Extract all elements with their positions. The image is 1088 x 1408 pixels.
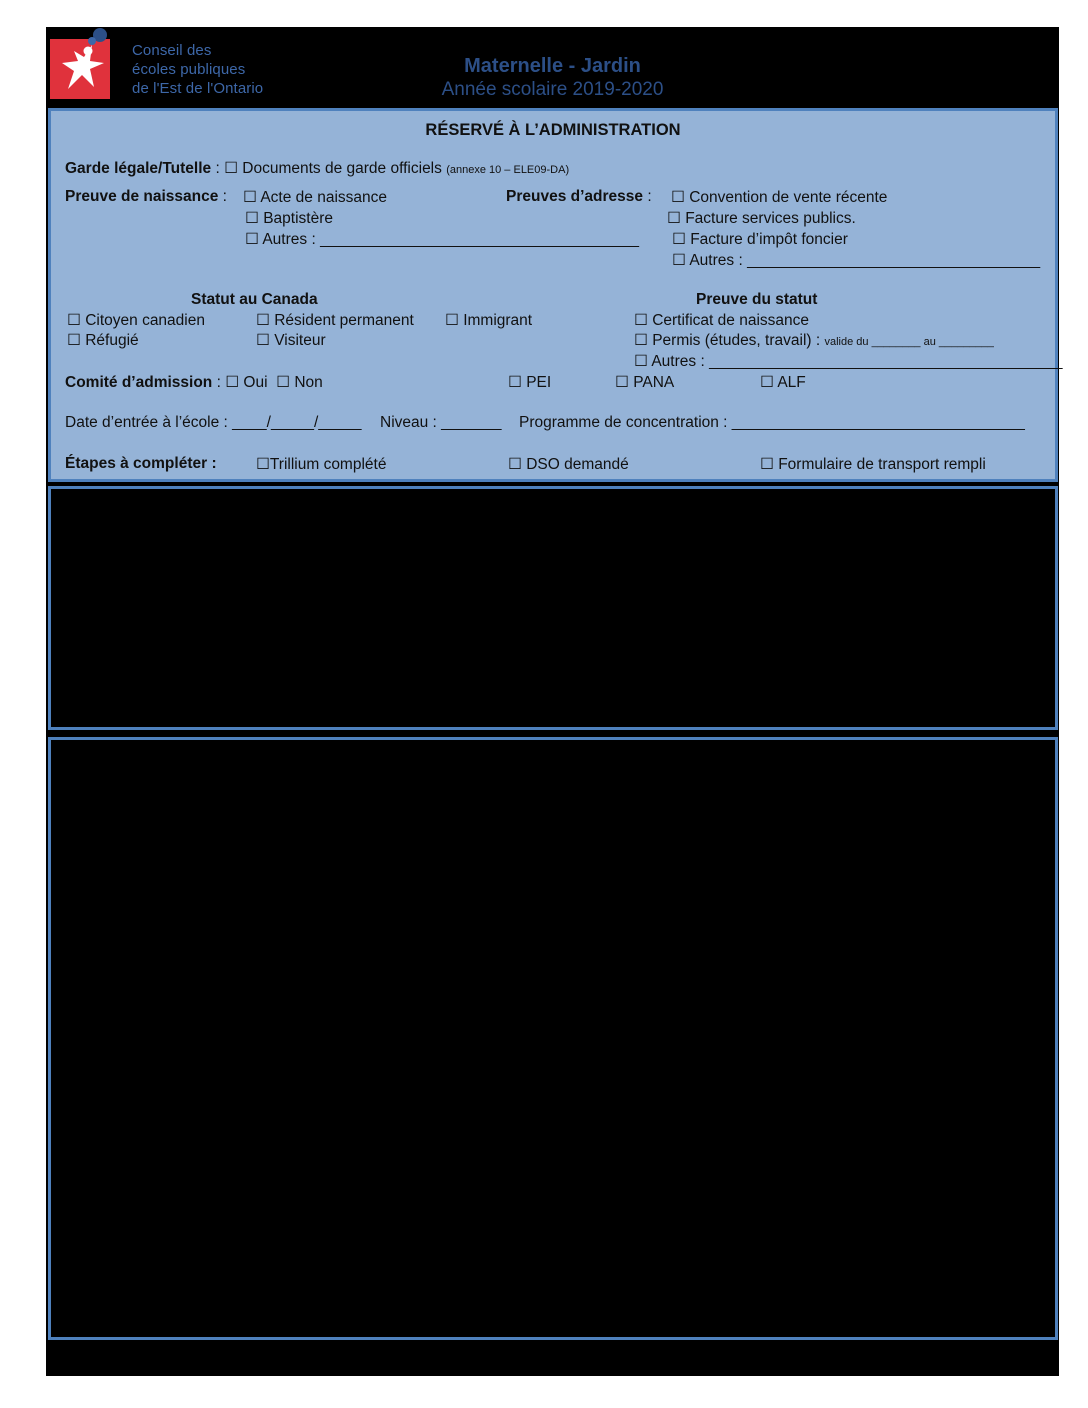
school-year: Année scolaire 2019-2020 [441, 79, 664, 100]
adresse-label-row [506, 188, 652, 206]
naissance-label: Preuve de naissance [65, 188, 219, 205]
adresse-separator: : [643, 188, 652, 205]
etapes-label: Étapes à compléter : [65, 455, 217, 472]
date-entree-field[interactable]: Date d’entrée à l’école : ____/_____/_____ [65, 414, 362, 431]
checkbox-non[interactable]: ☐ Non [276, 374, 323, 391]
checkbox-pei[interactable]: ☐ PEI [508, 374, 552, 391]
checkbox-oui[interactable]: ☐ Oui [225, 374, 268, 391]
redacted-section-1 [48, 486, 1058, 730]
checkbox-naissance-autres[interactable]: ☐ Autres : _____________________________________ [245, 231, 640, 248]
checkbox-trillium[interactable]: ☐Trillium complété [256, 456, 387, 473]
garde-label: Garde légale/Tutelle [65, 160, 212, 177]
permis-label: ☐ Permis (études, travail) : [634, 332, 821, 349]
naissance-label-row [65, 188, 227, 206]
preuve-statut-header: Preuve du statut [696, 291, 818, 308]
checkbox-visiteur[interactable]: ☐ Visiteur [256, 332, 326, 349]
checkbox-alf[interactable]: ☐ ALF [760, 374, 806, 391]
permis-validity: valide du ________ au _________ [824, 336, 994, 348]
checkbox-immigrant[interactable]: ☐ Immigrant [445, 312, 533, 329]
comite-label: Comité d’admission [65, 374, 213, 391]
checkbox-transport[interactable]: ☐ Formulaire de transport rempli [760, 456, 986, 473]
garde-separator: : [211, 160, 225, 177]
checkbox-dso[interactable]: ☐ DSO demandé [508, 456, 629, 473]
comite-separator: : [212, 374, 226, 391]
naissance-separator: : [218, 188, 227, 205]
org-line-2: écoles publiques [132, 61, 246, 78]
comite-row [65, 373, 323, 392]
garde-checkbox[interactable]: ☐ Documents de garde officiels [224, 160, 442, 177]
garde-note: (annexe 10 – ELE09-DA) [446, 164, 570, 176]
redacted-section-2 [48, 737, 1058, 1340]
checkbox-adresse-autres[interactable]: ☐ Autres : __________________________________ [672, 252, 1041, 269]
adresse-label: Preuves d’adresse [506, 188, 644, 205]
niveau-field[interactable]: Niveau : _______ [380, 414, 502, 431]
checkbox-certificat[interactable]: ☐ Certificat de naissance [634, 312, 810, 329]
checkbox-refugie[interactable]: ☐ Réfugié [67, 332, 139, 349]
garde-row [65, 159, 569, 178]
checkbox-pana[interactable]: ☐ PANA [615, 374, 675, 391]
form-title: Maternelle - Jardin [464, 55, 641, 77]
admin-panel [48, 108, 1063, 482]
checkbox-acte-naissance[interactable]: ☐ Acte de naissance [243, 189, 388, 206]
org-line-3: de l'Est de l'Ontario [132, 80, 264, 97]
checkbox-facture-impot[interactable]: ☐ Facture d’impôt foncier [672, 231, 848, 248]
org-line-1: Conseil des [132, 42, 212, 59]
checkbox-facture-services[interactable]: ☐ Facture services publics. [667, 210, 856, 227]
document-header [46, 27, 1059, 107]
statut-header: Statut au Canada [191, 291, 318, 308]
checkbox-citoyen[interactable]: ☐ Citoyen canadien [67, 312, 205, 329]
admin-panel-title: RÉSERVÉ À L’ADMINISTRATION [425, 121, 681, 139]
programme-concentration-field[interactable]: Programme de concentration : __________________________________ [519, 414, 1025, 431]
checkbox-permis[interactable] [634, 331, 994, 350]
checkbox-statut-autres[interactable]: ☐ Autres : _________________________________________ [634, 353, 1063, 370]
checkbox-convention-vente[interactable]: ☐ Convention de vente récente [671, 189, 888, 206]
checkbox-resident-permanent[interactable]: ☐ Résident permanent [256, 312, 414, 329]
checkbox-baptistere[interactable]: ☐ Baptistère [245, 210, 333, 227]
